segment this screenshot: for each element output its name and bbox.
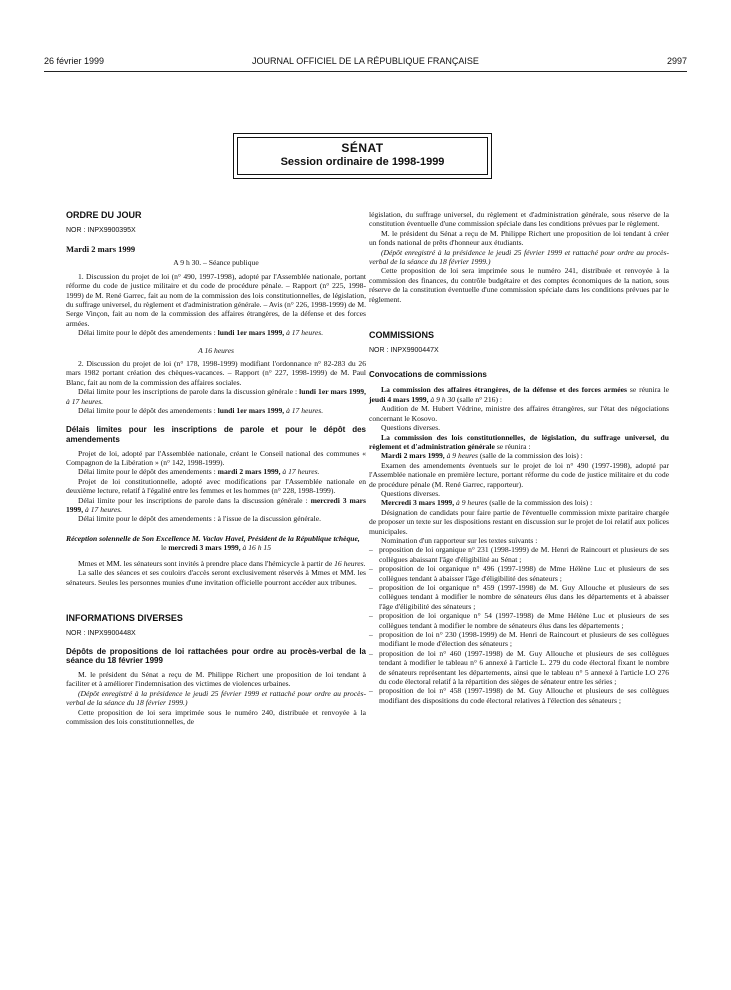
item-1-text: 1. Discussion du projet de loi (n° 490, 1997-1998), adopté par l'Assemblée nationale, portant réforme du code de justice militaire et du code de procédure pénale. – Rapport (n° 225, 1998-1999) de M. René Garrec, fait au nom de la commission des lois constitutionnelles, de législation, du suffrage universel, du règlement et d'administration générale. – Avis (n° 226, 1998-1999) de M. Serge Vinçon, fait au nom de la commission des affaires étrangères, de la défense et des forces armées. [66, 271, 366, 328]
item-2-delai-amendements [66, 406, 366, 415]
convocations-heading: Convocations de commissions [369, 369, 487, 379]
commission-verb: se réunira le [629, 385, 669, 395]
item-2-delai-parole [66, 387, 366, 406]
delai-date: lundi 1er mars 1999, [217, 406, 285, 416]
projet-loi-2: Projet de loi constitutionnelle, adopté avec modifications par l'Assemblée nationale en deuxième lecture, relatif à l'égalité entre les femmes et les hommes (n° 228, 1998-1999). [66, 476, 366, 496]
projet-loi-2-delai-parole [66, 496, 366, 515]
list-item: – proposition de loi n° 460 (1997-1998) de M. Guy Allouche et plusieurs de ses collègues tendant à modifier le tableau n° 6 annexé à l'article L. 279 du code électoral fixant le nombre de sénateurs représentant les départements, ainsi que le tableau n° 5 annexé à l'article LO 276 du code électoral relatif à la répartition des sièges de sénateur entre les séries ; [369, 649, 669, 687]
reception-invitation-text: Mmes et MM. les sénateurs sont invités à prendre place dans l'hémicycle à partir de [78, 558, 333, 568]
reception-invitation-time: 16 heures. [334, 558, 366, 568]
session-subtitle: Session ordinaire de 1998-1999 [280, 156, 445, 168]
header-page-number: 2997 [666, 56, 687, 66]
informations-diverses-heading: INFORMATIONS DIVERSES [66, 612, 183, 623]
page-header [44, 56, 687, 70]
right-column [369, 210, 669, 705]
depot-2-enregistrement [369, 248, 669, 267]
delai-date: mercredi 3 mars 1999, [66, 495, 366, 515]
meeting-date: Mardi 2 mars 1999, [381, 451, 445, 461]
list-item: – proposition de loi organique n° 54 (1997-1998) de Mme Hélène Luc et plusieurs de ses collègues tendant à modifier le nombre de sénateurs élus dans les départements ; [369, 611, 669, 630]
ordre-du-jour-heading: ORDRE DU JOUR [66, 210, 142, 220]
commission-lois [369, 433, 669, 452]
depot-1: M. le président du Sénat a reçu de M. Philippe Richert une proposition de loi tendant à faciliter et à améliorer l'indemnisation des victimes de violences urbaines. [66, 669, 366, 689]
commission-name: La commission des affaires étrangères, de la défense et des forces armées [381, 385, 627, 395]
list-item: – proposition de loi organique n° 459 (1997-1998) de M. Guy Allouche et plusieurs de ses collègues tendant à modifier le nombre de sénateurs élus dans les départements et à abaisser l'âge d'éligibilité des sénateurs ; [369, 583, 669, 611]
list-item: – proposition de loi n° 230 (1998-1999) de M. Henri de Raincourt et plusieurs de ses collègues modifiant le mode d'élection des sénateurs ; [369, 630, 669, 649]
delai-prefix: Délai limite pour le dépôt des amendements : [78, 406, 216, 416]
delai-prefix: Délai limite pour les inscriptions de parole dans la discussion générale : [78, 387, 298, 397]
depot-1-continuation: législation, du suffrage universel, du règlement et d'administration générale, sous réserve de la constitution éventuelle d'une commission spéciale dans les conditions prévues par le règlement. [369, 210, 669, 229]
seance-line: A 9 h 30. – Séance publique [173, 258, 259, 268]
meeting-room: (salle de la commission des lois) : [489, 498, 593, 508]
meeting-time: à 9 heures [446, 451, 478, 461]
projet-loi-2-delai-amendements: Délai limite pour le dépôt des amendements : à l'issue de la discussion générale. [78, 514, 322, 524]
delai-prefix: Délai limite pour le dépôt des amendements : [78, 328, 216, 338]
a16-text: A 16 heures [198, 345, 234, 355]
delai-time: à 17 heures. [66, 396, 104, 406]
header-journal-title: JOURNAL OFFICIEL DE LA RÉPUBLIQUE FRANÇAISE [252, 56, 479, 66]
ordre-nor: NOR : INPX9900395X [66, 227, 136, 235]
delai-prefix: Délai limite pour les inscriptions de parole dans la discussion générale : [78, 495, 308, 505]
textes-list [369, 545, 669, 705]
commission-verb: se réunira : [496, 441, 531, 451]
projet-loi-1: Projet de loi, adopté par l'Assemblée nationale, créant le Conseil national des communes « Compagnon de la Libération » (n° 142, 1998-1999). [66, 448, 366, 468]
reception-date-prefix: le [160, 543, 167, 553]
commissions-nor: NOR : INPX9900447X [369, 347, 439, 355]
meeting-time: à 9 heures [456, 498, 488, 508]
depot-2-suite: Cette proposition de loi sera imprimée sous le numéro 241, distribuée et renvoyée à la commission des finances, du contrôle budgétaire et des comptes économiques de la nation, sous réserve de la constitution éventuelle d'une commission spéciale dans les conditions prévues par le règlement. [369, 266, 669, 304]
nomination-intro: Nomination d'un rapporteur sur les textes suivants : [381, 535, 538, 545]
meeting-room: (salle de la commission des lois) : [479, 451, 583, 461]
delai-time: à 17 heures. [282, 467, 320, 477]
left-column [66, 210, 366, 726]
reception-date-day: mercredi 3 mars 1999, [168, 543, 241, 553]
reception-acces: La salle des séances et ses couloirs d'accès seront exclusivement réservés à Mmes et MM. les sénateurs. Seules les personnes munies d'une invitation officielle pourront accéder aux tribunes. [66, 568, 366, 587]
list-item: – proposition de loi organique n° 231 (1998-1999) de M. Henri de Raincourt et plusieurs de ses collègues abaissant l'âge d'éligibilité au Sénat ; [369, 545, 669, 564]
list-item: – proposition de loi organique n° 496 (1997-1998) de Mme Hélène Luc et plusieurs de ses collègues tendant à abaisser l'âge d'éligibilité des sénateurs ; [369, 564, 669, 583]
depot-2: M. le président du Sénat a reçu de M. Philippe Richert une proposition de loi tendant à créer un fonds national de prêts d'honneur aux étudiants. [369, 228, 669, 248]
delai-time: à 17 heures. [85, 505, 123, 515]
commission-affaires-etrangeres [369, 385, 669, 404]
depot-1-enregistrement [66, 689, 366, 708]
reception-date [66, 543, 366, 552]
depot-1-enregistrement-text: (Dépôt enregistré à la présidence le jeudi 25 février 1999 et rattaché pour ordre au procès-verbal de la séance du 18 février 1999.) [66, 688, 366, 708]
delai-date: mardi 2 mars 1999, [217, 467, 281, 477]
delai-date: lundi 1er mars 1999, [217, 328, 285, 338]
mardi-agenda-1: Examen des amendements éventuels sur le projet de loi n° 490 (1997-1998), adopté par l'Assemblée nationale en première lecture, portant réforme du code de justice militaire et du code de procédure pénale (M. René Garrec, rapporteur). [369, 460, 669, 489]
delai-time: à 17 heures. [286, 328, 324, 338]
delai-date: lundi 1er mars 1999, [299, 387, 366, 397]
senat-title: SÉNAT [341, 141, 384, 155]
reception-date-time: à 16 h 15 [242, 543, 272, 553]
commission-date: jeudi 4 mars 1999, [369, 394, 429, 404]
mardi-meeting [369, 451, 669, 460]
delais-heading: Délais limites pour les inscriptions de parole et pour le dépôt des amendements [66, 425, 366, 445]
meeting-date: Mercredi 3 mars 1999, [381, 498, 455, 508]
header-date: 26 février 1999 [44, 56, 105, 66]
projet-loi-1-delai [66, 467, 366, 476]
mardi-date: Mardi 2 mars 1999 [66, 243, 136, 254]
info-nor: NOR : INPX9900448X [66, 630, 136, 638]
reception-invitation [66, 559, 366, 568]
item-2-text: 2. Discussion du projet de loi (n° 178, 1998-1999) modifiant l'ordonnance n° 82-283 du 26 mars 1982 portant création des chèques-vacances. – Rapport (n° 227, 1998-1999) de M. Paul Blanc, fait au nom de la commission des affaires sociales. [66, 359, 366, 387]
cae-agenda-2: Questions diverses. [381, 423, 441, 433]
reception-heading: Réception solennelle de Son Excellence M. Vaclav Havel, Président de la République tchèque, [66, 533, 360, 543]
list-item: – proposition de loi n° 458 (1997-1998) de M. Guy Allouche et plusieurs de ses collègues modifiant des dispositions du code électoral relatives à l'élection des sénateurs ; [369, 686, 669, 705]
commission-room: (salle n° 216) : [456, 394, 502, 404]
mercredi-agenda-1: Désignation de candidats pour faire partie de l'éventuelle commission mixte paritaire chargée de proposer un texte sur les dispositions restant en discussion sur le projet de loi relatif aux polices municipales. [369, 507, 669, 536]
header-rule [44, 71, 687, 72]
title-box-inner [237, 137, 488, 175]
item-1-delai [66, 328, 366, 337]
commissions-heading: COMMISSIONS [369, 330, 435, 341]
delai-prefix: Délai limite pour le dépôt des amendements : [78, 467, 216, 477]
cae-agenda-1: Audition de M. Hubert Védrine, ministre des affaires étrangères, sur l'état des négociations concernant le Kosovo. [369, 404, 669, 423]
commission-name: La commission des lois constitutionnelles, de législation, du suffrage universel, du règlement et d'administration générale [369, 432, 669, 451]
a16-heading [66, 346, 366, 355]
depots-heading: Dépôts de propositions de loi rattachées pour ordre au procès-verbal de la séance du 18 février 1999 [66, 646, 366, 666]
delai-time: à 17 heures. [286, 406, 324, 416]
mercredi-meeting [369, 498, 669, 507]
commission-time: à 9 h 30 [430, 394, 456, 404]
depot-1-suite: Cette proposition de loi sera imprimée sous le numéro 240, distribuée et renvoyée à la commission des lois constitutionnelles, de [66, 707, 366, 726]
mardi-agenda-2: Questions diverses. [381, 488, 441, 498]
depot-2-enregistrement-text: (Dépôt enregistré à la présidence le jeudi 25 février 1999 et rattaché pour ordre au procès-verbal de la séance du 18 février 1999.) [369, 247, 669, 267]
title-box [233, 133, 492, 179]
